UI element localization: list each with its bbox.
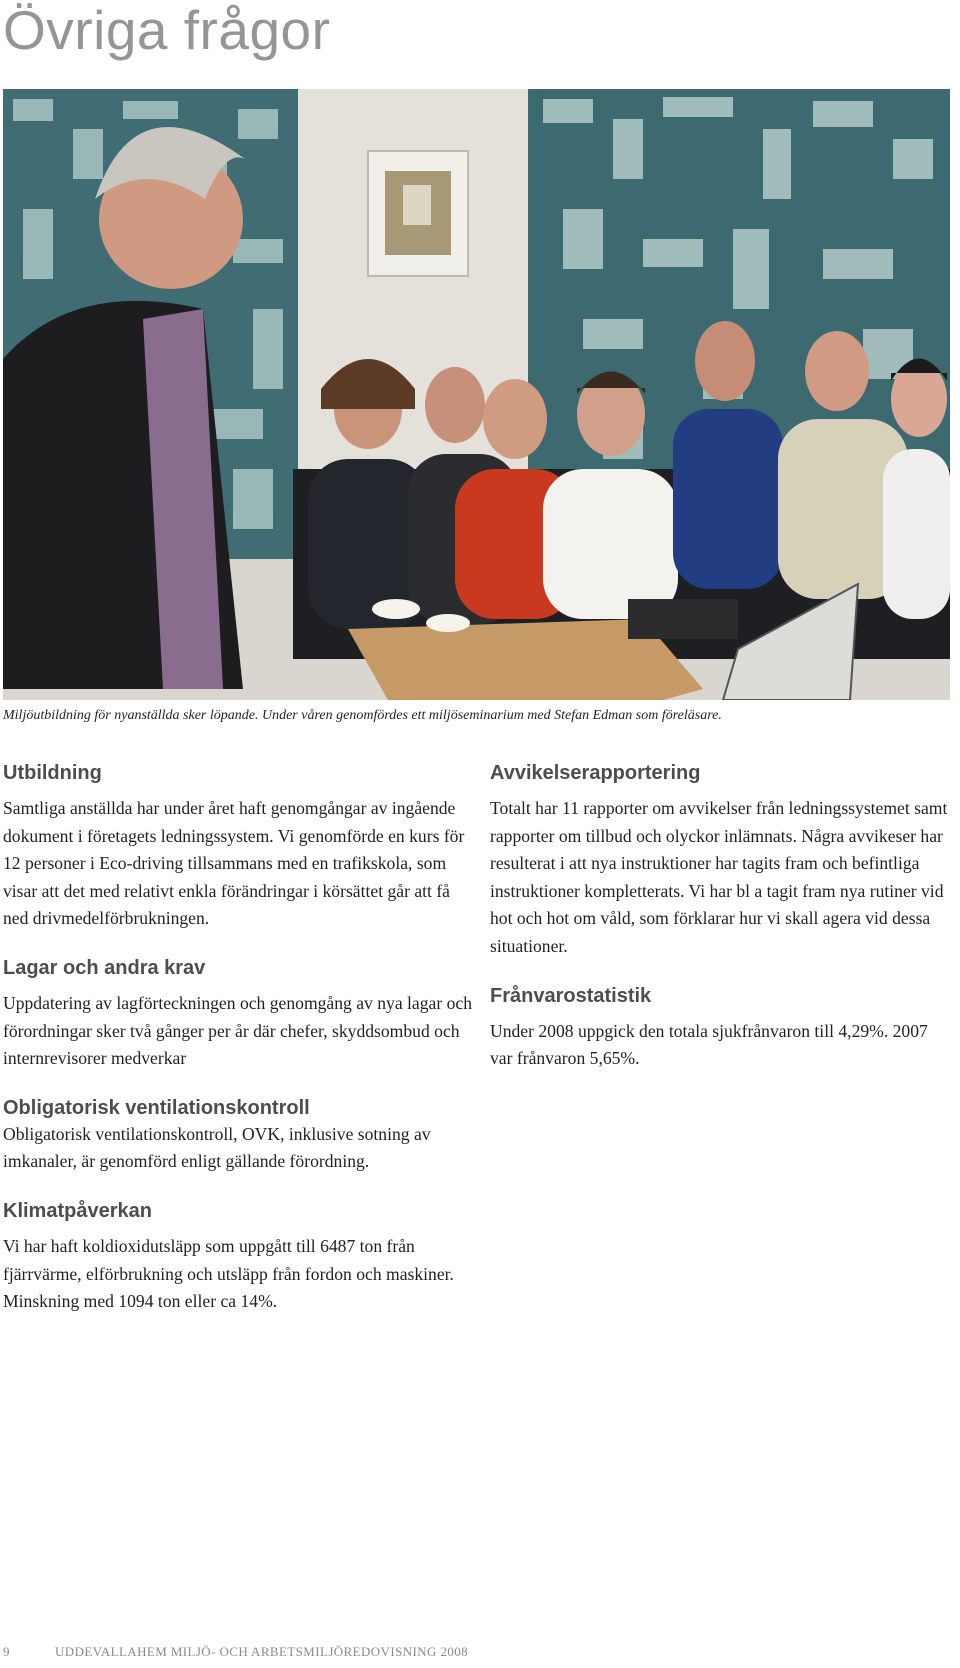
section-klimat bbox=[3, 1198, 473, 1316]
section-heading: Lagar och andra krav bbox=[3, 956, 206, 979]
section-lagar bbox=[3, 955, 473, 1073]
section-heading: Klimatpåverkan bbox=[3, 1199, 152, 1222]
section-ovk bbox=[3, 1095, 473, 1176]
left-column bbox=[3, 760, 473, 1338]
section-heading: Obligatorisk ventilationskontroll bbox=[3, 1096, 310, 1119]
section-text: Totalt har 11 rapporter om avvikelser från ledningssystemet samt rapporter om tillbud och olyckor inlämnats. Några avvikeser har resulterat i att nya instruktioner har tagits fram och befintliga instruktioner kompletterats. Vi har bl a tagit fram nya rutiner vid hot och hot om våld, som förklarar hur vi skall agera vid dessa situationer. bbox=[490, 798, 948, 956]
section-text: Uppdatering av lagförteckningen och genomgång av nya lagar och förordningar sker två gånger per år där chefer, skyddsombud och internrevisorer medverkar bbox=[3, 992, 472, 1069]
seminar-photo bbox=[3, 89, 950, 700]
section-text: Vi har haft koldioxidutsläpp som uppgått till 6487 ton från fjärrvärme, elförbrukning och utsläpp från fordon och maskiner. Minskning med 1094 ton eller ca 14%. bbox=[3, 1235, 454, 1312]
section-franvaro bbox=[490, 983, 950, 1073]
section-avvikelser bbox=[490, 760, 950, 961]
right-column bbox=[490, 760, 950, 1095]
section-text: Under 2008 uppgick den totala sjukfrånvaron till 4,29%. 2007 var frånvaron 5,65%. bbox=[490, 1020, 928, 1069]
photo-caption: Miljöutbildning för nyanställda sker löpande. Under våren genomfördes ett miljöseminarium med Stefan Edman som föreläsare. bbox=[3, 708, 722, 723]
page-title: Övriga frågor bbox=[3, 0, 331, 61]
publication-title: UDDEVALLAHEM MILJÖ- OCH ARBETSMILJÖREDOVISNING 2008 bbox=[55, 1644, 469, 1659]
section-utbildning bbox=[3, 760, 473, 933]
page-number: 9 bbox=[3, 1644, 10, 1659]
section-heading: Avvikelserapportering bbox=[490, 762, 701, 784]
page-footer bbox=[3, 1644, 468, 1660]
section-heading: Frånvarostatistik bbox=[490, 984, 652, 1007]
section-text: Samtliga anställda har under året haft genomgångar av ingående dokument i företagets ledningssystem. Vi genomförde en kurs för 12 personer i Eco-driving tillsammans med en trafikskola, som visar att det med relativt enkla förändringar i körsättet går att få ned drivmedelförbrukningen. bbox=[3, 798, 465, 929]
section-text: Obligatorisk ventilationskontroll, OVK, inklusive sotning av imkanaler, är genomförd enligt gällande förordning. bbox=[3, 1123, 431, 1172]
section-heading: Utbildning bbox=[3, 762, 102, 784]
